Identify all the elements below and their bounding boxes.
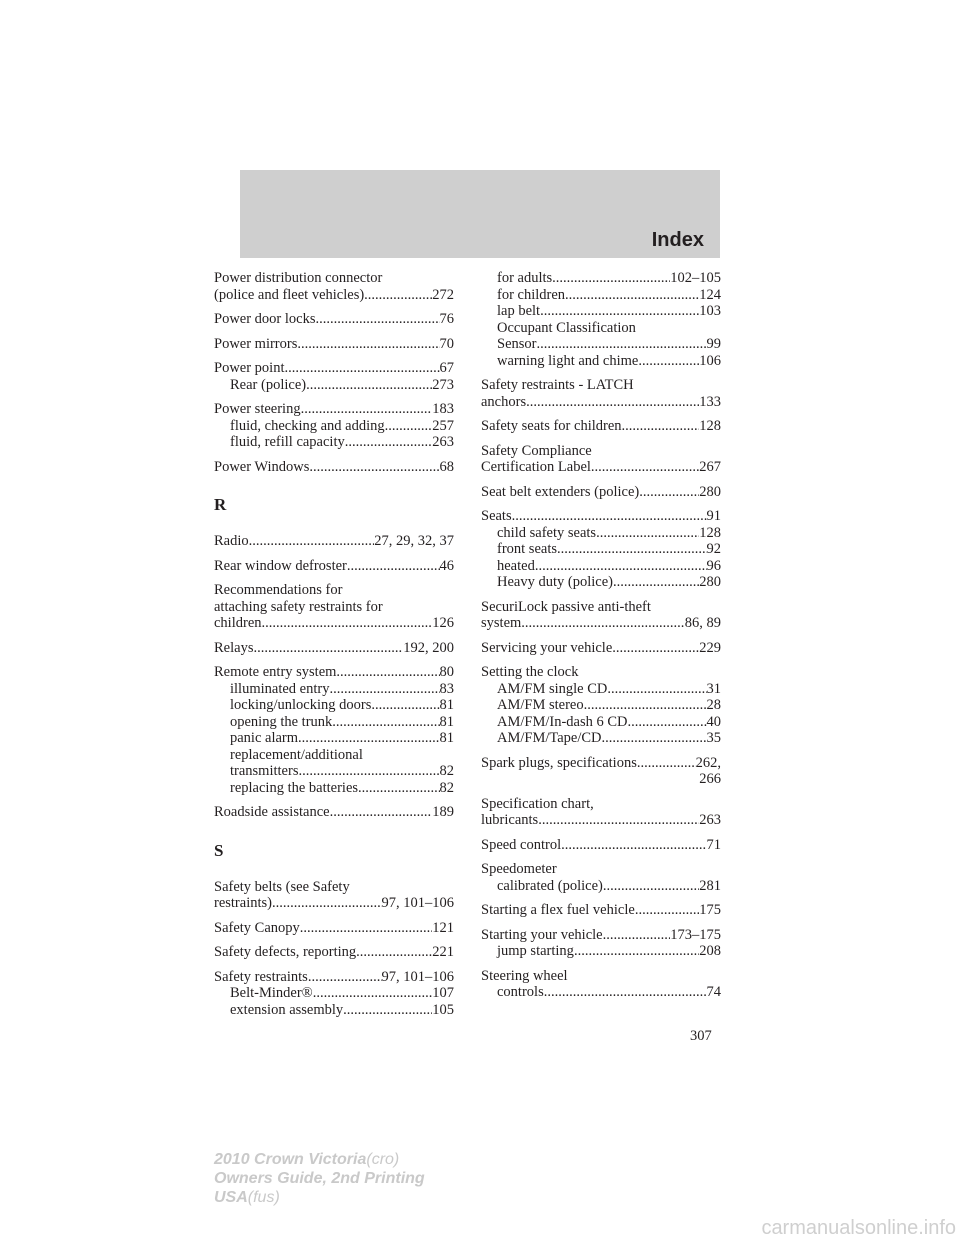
entry-term: SecuriLock passive anti-theft xyxy=(481,598,651,615)
entry-term: AM/FM/Tape/CD xyxy=(497,730,602,746)
entry-page-ref: 81 xyxy=(439,730,454,746)
index-entry-line xyxy=(481,459,721,476)
watermark: carmanualsonline.info xyxy=(761,1217,956,1239)
dot-leader xyxy=(343,1002,432,1019)
index-subentry-line xyxy=(214,681,454,698)
entry-page-ref: 273 xyxy=(432,376,454,393)
index-entry xyxy=(214,640,454,657)
index-entry xyxy=(214,582,454,632)
entry-page-ref: 27, 29, 32, 37 xyxy=(374,533,454,549)
entry-page-ref: 175 xyxy=(699,902,721,918)
index-subentry-line xyxy=(214,418,454,435)
entry-term: transmitters xyxy=(230,763,299,779)
entry-page-ref: 40 xyxy=(706,713,721,730)
dot-leader xyxy=(371,697,439,714)
index-entry xyxy=(481,599,721,632)
entry-page-ref: 86, 89 xyxy=(684,615,721,631)
entry-page-ref: 105 xyxy=(432,1001,454,1018)
entry-term: panic alarm xyxy=(230,730,299,746)
index-entry xyxy=(481,927,721,960)
index-subentry-line xyxy=(481,353,721,370)
dot-leader xyxy=(638,353,699,370)
dot-leader xyxy=(356,944,432,961)
index-entry xyxy=(481,443,721,476)
index-entry-line xyxy=(214,401,454,418)
section-letter: R xyxy=(214,495,227,514)
entry-page-ref: 208 xyxy=(699,943,721,959)
entry-term: Starting a flex fuel vehicle xyxy=(481,902,635,918)
entry-term: child safety seats xyxy=(497,524,597,541)
index-entry xyxy=(481,755,721,788)
entry-term: fluid, checking and adding xyxy=(230,417,385,434)
entry-term: Remote entry system xyxy=(214,664,337,680)
entry-term: jump starting xyxy=(497,943,574,959)
index-entry-line xyxy=(481,755,721,772)
entry-page-ref: 81 xyxy=(439,697,454,713)
index-entry-line xyxy=(481,377,721,394)
entry-term: (police and fleet vehicles) xyxy=(214,286,365,303)
entry-page-ref: 31 xyxy=(706,680,721,697)
entry-term: anchors xyxy=(481,393,527,410)
dot-leader xyxy=(330,804,433,821)
dot-leader xyxy=(591,459,699,476)
entry-term: Safety belts (see Safety xyxy=(214,878,350,895)
index-entry-line xyxy=(214,270,454,287)
dot-leader xyxy=(512,508,707,525)
index-entry-line xyxy=(214,558,454,575)
entry-page-ref: 71 xyxy=(706,836,721,853)
index-entry xyxy=(481,837,721,854)
entry-term: system xyxy=(481,615,522,631)
entry-page-ref: 121 xyxy=(432,919,454,936)
index-entry-line xyxy=(481,927,721,944)
dot-leader xyxy=(639,484,699,501)
index-entry xyxy=(214,879,454,912)
entry-page-ref: 91 xyxy=(706,508,721,524)
entry-page-ref: 126 xyxy=(432,615,454,631)
index-entry-line xyxy=(481,418,721,435)
index-entry-line xyxy=(481,861,721,878)
dot-leader xyxy=(345,434,433,451)
entry-page-ref: 229 xyxy=(699,639,721,656)
entry-term: Power distribution connector xyxy=(214,270,383,286)
index-subentry-line xyxy=(481,714,721,731)
index-entry-line xyxy=(481,812,721,829)
dot-leader xyxy=(552,270,670,287)
entry-page-ref: 67 xyxy=(439,360,454,376)
dot-leader xyxy=(336,664,439,681)
entry-term: opening the trunk xyxy=(230,713,333,730)
dot-leader xyxy=(316,311,440,328)
dot-leader xyxy=(561,837,706,854)
entry-page-ref: 280 xyxy=(699,574,721,590)
dot-leader xyxy=(313,985,433,1002)
entry-page-ref: 96 xyxy=(706,557,721,574)
entry-page-ref: 128 xyxy=(699,418,721,434)
dot-leader xyxy=(635,902,699,919)
dot-leader xyxy=(535,558,707,575)
entry-page-ref: 97, 101–106 xyxy=(381,968,454,985)
dot-leader xyxy=(607,681,706,698)
entry-page-ref: 35 xyxy=(706,730,721,746)
index-entry-line xyxy=(214,311,454,328)
entry-term: extension assembly xyxy=(230,1001,344,1018)
entry-term: Speedometer xyxy=(481,861,557,877)
entry-term: Roadside assistance xyxy=(214,804,330,820)
index-entry xyxy=(214,920,454,937)
index-subentry-line xyxy=(481,320,721,337)
entry-term: Sensor xyxy=(497,336,537,352)
entry-term: Certification Label xyxy=(481,459,591,475)
page-number: 307 xyxy=(690,1028,712,1044)
entry-page-ref: 92 xyxy=(706,541,721,557)
entry-term: replacing the batteries xyxy=(230,779,359,796)
entry-term: for adults xyxy=(497,270,553,286)
index-entry-line xyxy=(214,360,454,377)
dot-leader xyxy=(329,681,439,698)
index-subentry-line xyxy=(481,730,721,747)
entry-term: lap belt xyxy=(497,303,541,319)
entry-term: Steering wheel xyxy=(481,967,568,984)
entry-page-ref: 257 xyxy=(432,417,454,434)
index-entry-line xyxy=(214,599,454,616)
entry-term: Setting the clock xyxy=(481,664,579,680)
index-subentry-line xyxy=(214,730,454,747)
index-entry-line xyxy=(214,969,454,986)
entry-page-ref: 28 xyxy=(706,697,721,713)
entry-term: replacement/additional xyxy=(230,746,363,763)
entry-page-ref: 70 xyxy=(439,335,454,352)
entry-page-ref: 267 xyxy=(699,459,721,475)
entry-term: Spark plugs, specifications xyxy=(481,754,637,771)
entry-term: Starting your vehicle xyxy=(481,926,603,943)
entry-term: Safety restraints - LATCH xyxy=(481,377,634,393)
entry-term: Recommendations for xyxy=(214,582,343,598)
entry-term: locking/unlocking doors xyxy=(230,697,372,713)
index-entry-line xyxy=(214,804,454,821)
dot-leader xyxy=(300,920,432,937)
entry-term: Safety Compliance xyxy=(481,442,592,459)
index-entry xyxy=(214,336,454,353)
index-entry-line xyxy=(214,640,454,657)
dot-leader xyxy=(637,755,696,772)
entry-term: heated xyxy=(497,557,535,574)
dot-leader xyxy=(253,640,403,657)
dot-leader xyxy=(521,615,684,632)
index-subentry-line xyxy=(481,558,721,575)
dot-leader xyxy=(612,640,699,657)
index-subentry-line xyxy=(214,985,454,1002)
index-entry-line xyxy=(481,968,721,985)
entry-page-ref: 83 xyxy=(439,680,454,697)
entry-page-ref: 106 xyxy=(699,352,721,369)
dot-leader xyxy=(301,401,433,418)
index-entry-line xyxy=(214,533,454,550)
dot-leader xyxy=(262,615,433,632)
index-subentry-line xyxy=(481,681,721,698)
entry-term: AM/FM single CD xyxy=(497,680,608,697)
index-header-title: Index xyxy=(651,229,704,251)
index-subentry-line xyxy=(481,878,721,895)
entry-term: Seat belt extenders (police) xyxy=(481,483,640,500)
dot-leader xyxy=(332,714,439,731)
entry-page-ref: 107 xyxy=(432,985,454,1001)
index-entry xyxy=(481,664,721,747)
index-subentry-line xyxy=(481,287,721,304)
entry-page-ref: 46 xyxy=(439,557,454,574)
footer-printing-info xyxy=(214,1150,425,1207)
index-subentry-line xyxy=(481,984,721,1001)
entry-term: Safety restraints xyxy=(214,968,308,985)
index-subentry-line xyxy=(214,1002,454,1019)
entry-term: Heavy duty (police) xyxy=(497,574,613,590)
index-entry-line xyxy=(481,837,721,854)
index-subentry-line xyxy=(214,780,454,797)
index-subentry-line xyxy=(214,747,454,764)
index-subentry-line xyxy=(481,270,721,287)
entry-page-ref: 189 xyxy=(432,804,454,820)
index-entry xyxy=(214,558,454,575)
index-entry-line xyxy=(214,879,454,896)
dot-leader xyxy=(284,360,439,377)
index-entry-line xyxy=(214,895,454,912)
dot-leader xyxy=(544,984,707,1001)
dot-leader xyxy=(297,336,439,353)
index-entry xyxy=(214,311,454,328)
index-entry xyxy=(214,664,454,796)
index-entry-line xyxy=(481,902,721,919)
footer-line-3: USA(fus) xyxy=(214,1189,280,1206)
footer-line-1: 2010 Crown Victoria(cro) xyxy=(214,1151,400,1168)
dot-leader xyxy=(364,287,432,304)
entry-term: restraints) xyxy=(214,895,272,911)
entry-page-ref: 128 xyxy=(699,524,721,541)
entry-term: Specification chart, xyxy=(481,795,594,812)
index-subentry-line xyxy=(481,697,721,714)
dot-leader xyxy=(574,943,699,960)
entry-term: Seats xyxy=(481,508,512,524)
index-entry-line xyxy=(481,615,721,632)
section-letter: S xyxy=(214,840,224,860)
index-entry-line xyxy=(214,459,454,476)
index-entry-line xyxy=(481,664,721,681)
index-entry-line xyxy=(481,484,721,501)
entry-page-ref: 74 xyxy=(706,984,721,1000)
index-entry xyxy=(481,968,721,1001)
dot-leader xyxy=(298,763,439,780)
index-entry xyxy=(481,418,721,435)
entry-page-ref: 192, 200 xyxy=(403,639,454,656)
dot-leader xyxy=(536,336,706,353)
entry-page-ref: 82 xyxy=(439,763,454,779)
entry-term: children xyxy=(214,615,262,631)
entry-term: warning light and chime xyxy=(497,352,639,369)
dot-leader xyxy=(309,459,439,476)
index-entry xyxy=(481,377,721,410)
entry-term: controls xyxy=(497,984,544,1000)
entry-term: Power steering xyxy=(214,401,301,417)
entry-page-ref: 221 xyxy=(432,944,454,960)
index-subentry-line xyxy=(481,303,721,320)
entry-term: Relays xyxy=(214,639,254,656)
entry-page-ref: 183 xyxy=(432,401,454,417)
index-entry xyxy=(481,902,721,919)
index-entry-line xyxy=(481,508,721,525)
entry-term: Safety defects, reporting xyxy=(214,944,357,960)
entry-term: Safety Canopy xyxy=(214,919,300,936)
dot-leader xyxy=(538,812,699,829)
index-entry xyxy=(214,944,454,961)
index-subentry-line xyxy=(214,434,454,451)
index-subentry-line xyxy=(214,377,454,394)
dot-leader xyxy=(358,780,439,797)
index-entry-line xyxy=(214,336,454,353)
entry-term: lubricants xyxy=(481,812,539,828)
index-entry-line xyxy=(214,920,454,937)
index-entry-line xyxy=(481,796,721,813)
index-entry xyxy=(481,484,721,501)
entry-term: attaching safety restraints for xyxy=(214,598,383,615)
index-entry xyxy=(481,861,721,894)
dot-leader xyxy=(249,533,375,550)
dot-leader xyxy=(603,927,671,944)
dot-leader xyxy=(584,697,707,714)
entry-term: Power mirrors xyxy=(214,335,298,352)
dot-leader xyxy=(540,303,699,320)
index-column-right xyxy=(481,270,721,1009)
index-subentry-line xyxy=(214,697,454,714)
entry-page-ref: 133 xyxy=(699,393,721,410)
index-subentry-line xyxy=(481,943,721,960)
entry-page-ref: 124 xyxy=(699,286,721,303)
entry-term: front seats xyxy=(497,541,557,557)
index-entry xyxy=(481,508,721,591)
dot-leader xyxy=(603,878,699,895)
entry-term: Occupant Classification xyxy=(497,319,636,336)
index-entry xyxy=(214,401,454,451)
dot-leader xyxy=(557,541,707,558)
entry-term: Radio xyxy=(214,533,249,549)
index-entry xyxy=(481,270,721,369)
index-entry xyxy=(481,640,721,657)
entry-term: calibrated (police) xyxy=(497,877,603,894)
entry-term: Power door locks xyxy=(214,311,316,327)
dot-leader xyxy=(298,730,439,747)
entry-page-ref: 97, 101–106 xyxy=(381,895,454,911)
entry-page-ref: 76 xyxy=(439,311,454,327)
dot-leader xyxy=(602,730,707,747)
index-subentry-line xyxy=(481,574,721,591)
dot-leader xyxy=(628,714,707,731)
index-entry-line xyxy=(481,394,721,411)
entry-page-ref: 272 xyxy=(432,286,454,303)
index-entry-line xyxy=(214,615,454,632)
dot-leader xyxy=(565,287,699,304)
index-entry-line xyxy=(214,582,454,599)
dot-leader xyxy=(306,377,432,394)
entry-term: Rear window defroster xyxy=(214,557,347,574)
index-subentry-line xyxy=(214,763,454,780)
entry-page-ref: 103 xyxy=(699,303,721,319)
entry-page-ref: 263 xyxy=(699,812,721,828)
index-entry xyxy=(214,459,454,476)
index-entry xyxy=(214,969,454,1019)
dot-leader xyxy=(347,558,440,575)
index-subentry-line xyxy=(481,336,721,353)
entry-term: Power Windows xyxy=(214,458,310,475)
index-header-band xyxy=(240,170,720,258)
entry-page-ref: 280 xyxy=(699,483,721,500)
dot-leader xyxy=(272,895,382,912)
index-entry-line xyxy=(481,599,721,616)
index-entry xyxy=(214,270,454,303)
index-entry xyxy=(214,533,454,550)
entry-term: Servicing your vehicle xyxy=(481,639,613,656)
index-subentry-line xyxy=(481,541,721,558)
index-subentry-line xyxy=(481,525,721,542)
entry-page-ref: 80 xyxy=(439,664,454,680)
entry-term: Speed control xyxy=(481,836,562,853)
entry-term: AM/FM stereo xyxy=(497,697,584,713)
entry-term: AM/FM/In-dash 6 CD xyxy=(497,713,628,730)
index-entry xyxy=(214,804,454,821)
dot-leader xyxy=(526,394,699,411)
entry-term: for children xyxy=(497,286,566,303)
index-entry-line xyxy=(481,771,721,788)
dot-leader xyxy=(596,525,699,542)
dot-leader xyxy=(622,418,700,435)
index-entry xyxy=(214,360,454,393)
entry-page-ref: 102–105 xyxy=(670,270,721,286)
footer-line-2: Owners Guide, 2nd Printing xyxy=(214,1170,425,1187)
dot-leader xyxy=(308,969,382,986)
entry-term: Safety seats for children xyxy=(481,418,622,434)
entry-term: fluid, refill capacity xyxy=(230,434,345,450)
entry-page-ref: 99 xyxy=(706,336,721,352)
entry-page-ref: 173–175 xyxy=(670,926,721,943)
entry-page-ref: 263 xyxy=(432,434,454,450)
entry-term: Power point xyxy=(214,360,285,376)
index-subentry-line xyxy=(214,714,454,731)
dot-leader xyxy=(385,418,433,435)
entry-term: Rear (police) xyxy=(230,376,307,393)
entry-page-ref: 262, xyxy=(695,754,721,771)
index-entry-line xyxy=(481,640,721,657)
index-column-left xyxy=(214,270,454,1026)
index-entry-line xyxy=(214,664,454,681)
entry-page-ref: 68 xyxy=(439,458,454,475)
entry-term: Belt-Minder® xyxy=(230,985,313,1001)
entry-page-ref: 281 xyxy=(699,877,721,894)
index-entry-line xyxy=(481,443,721,460)
entry-term: illuminated entry xyxy=(230,680,330,697)
entry-page-ref: 266 xyxy=(699,771,721,787)
dot-leader xyxy=(613,574,699,591)
entry-page-ref: 82 xyxy=(439,779,454,796)
index-entry-line xyxy=(214,287,454,304)
index-entry xyxy=(481,796,721,829)
entry-page-ref: 81 xyxy=(439,713,454,730)
index-entry-line xyxy=(214,944,454,961)
